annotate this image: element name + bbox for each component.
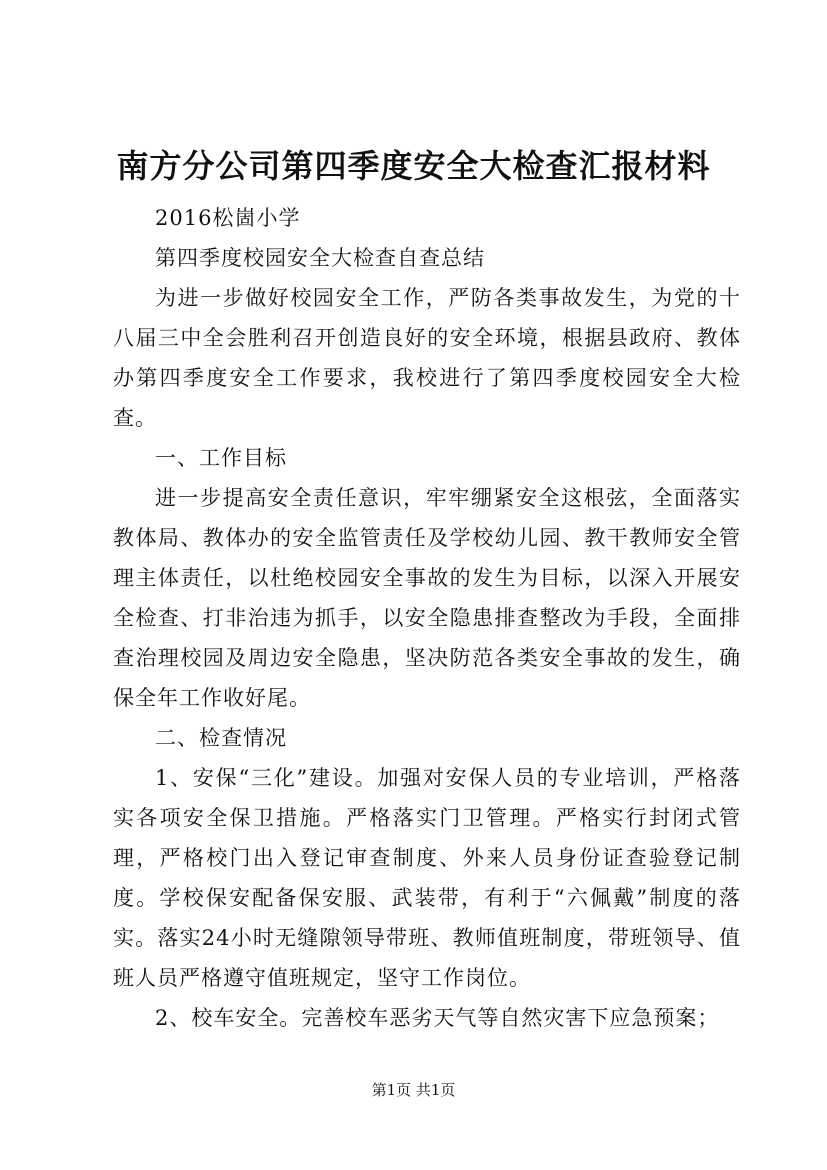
document-body bbox=[113, 198, 741, 1038]
school-bus-paragraph: 2、校车安全。完善校车恶劣天气等自然灾害下应急预案； bbox=[155, 1006, 720, 1030]
intro-paragraph: 为进一步做好校园安全工作，严防各类事故发生，为党的十八届三中全会胜利召开创造良好的安全环境，根据县政府、教体办第四季度安全工作要求，我校进行了第四季度校园安全大检查。 bbox=[113, 286, 741, 430]
section-heading-goals: 一、工作目标 bbox=[155, 446, 287, 470]
goals-paragraph: 进一步提高安全责任意识，牢牢绷紧安全这根弦，全面落实教体局、教体办的安全监管责任及学校幼儿园、教干教师安全管理主体责任，以杜绝校园安全事故的发生为目标，以深入开展安全检查、打非治违为抓手，以安全隐患排查整改为手段，全面排查治理校园及周边安全隐患，坚决防范各类安全事故的发生，确保全年工作收好尾。 bbox=[113, 486, 741, 710]
security-paragraph: 1、安保“三化”建设。加强对安保人员的专业培训，严格落实各项安全保卫措施。严格落实门卫管理。严格实行封闭式管理，严格校门出入登记审查制度、外来人员身份证查验登记制度。学校保安配备保安服、武装带，有利于“六佩戴”制度的落实。落实24小时无缝隙领导带班、教师值班制度，带班领导、值班人员严格遵守值班规定，坚守工作岗位。 bbox=[113, 766, 741, 990]
page-footer: 第1页 共1页 bbox=[371, 1081, 456, 1099]
school-line: 2016松崮小学 bbox=[155, 206, 301, 230]
section-heading-inspection: 二、检查情况 bbox=[155, 726, 287, 750]
subtitle-line: 第四季度校园安全大检查自查总结 bbox=[155, 246, 485, 270]
document-title: 南方分公司第四季度安全大检查汇报材料 bbox=[116, 147, 711, 185]
